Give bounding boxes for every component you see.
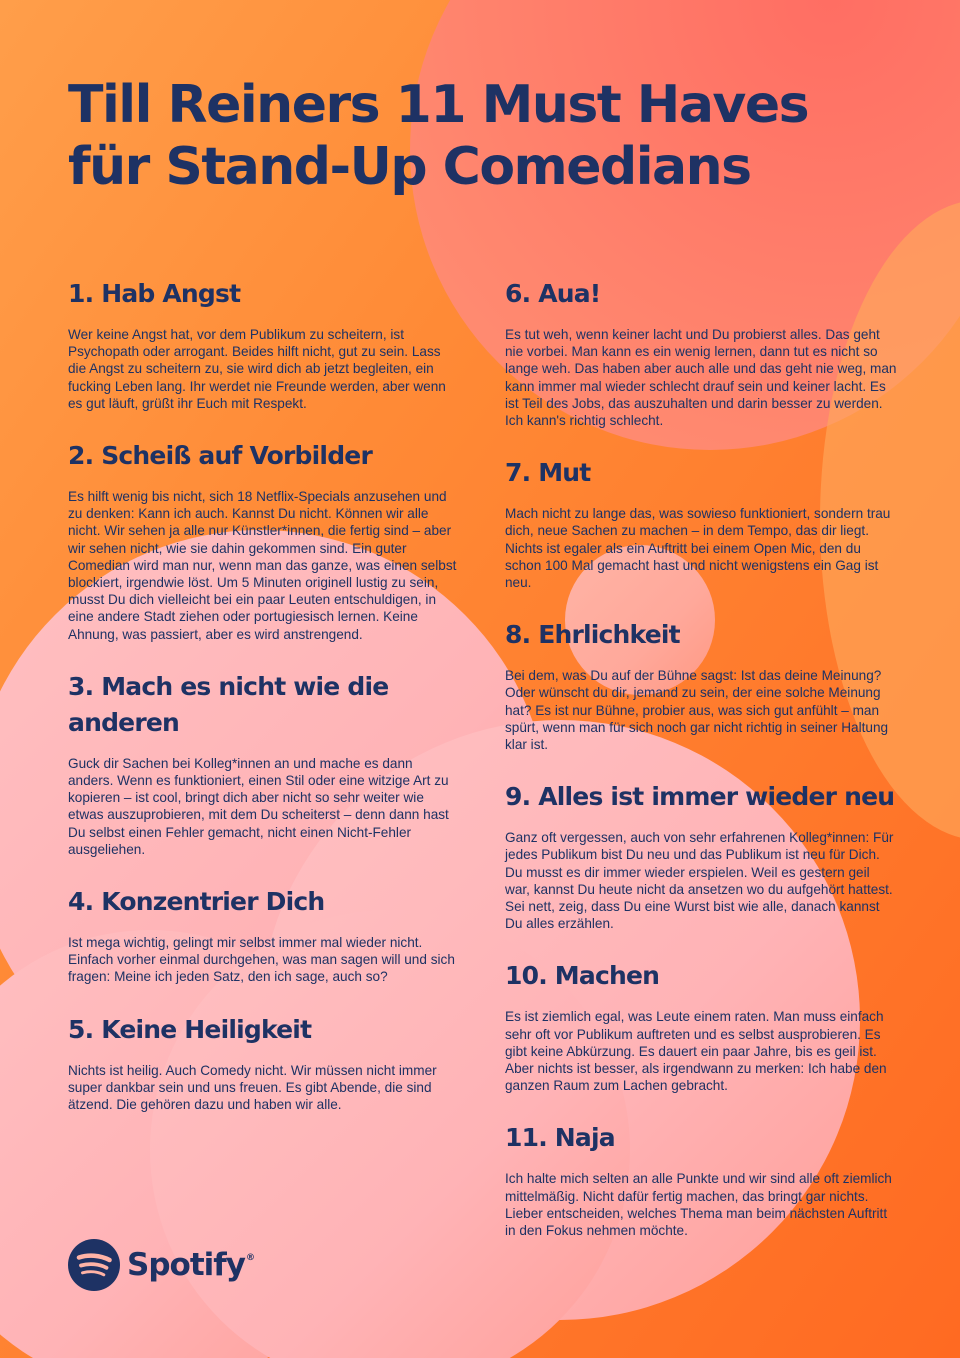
section-body: Bei dem, was Du auf der Bühne sagst: Ist das deine Meinung? Oder wünscht du dir, jemand zu sein, der eine solche Meinung hat? Es ist nur Bühne, probier aus, was sich gut anfühlt – man spürt, wenn man für sich noch gar nicht richtig in seiner Haltung klar ist. [505, 668, 889, 753]
section-heading: 10. Machen [505, 961, 660, 991]
section-body: Wer keine Angst hat, vor dem Publikum zu scheitern, ist Psychopath oder arrogant. Beides hilft nicht, gut zu sein. Lass die Angst zu scheitern zu, sie wird dich ab jetzt begleiten, ein fucking Leben lang. Ihr werdet nie Freunde werden, aber wenn es gut läuft, grüßt ihr Euch mit Respekt. [68, 327, 446, 411]
section-heading: 5. Keine Heiligkeit [68, 1014, 312, 1044]
section-7 [505, 455, 897, 591]
wordmark-text: Spotify [127, 1247, 245, 1283]
section-11 [505, 1120, 897, 1239]
section-heading: 6. Aua! [505, 279, 601, 308]
left-column [68, 276, 460, 1113]
section-3 [68, 669, 460, 858]
section-heading: 7. Mut [505, 458, 591, 488]
spotify-icon [68, 1239, 120, 1291]
title-line-1: Till Reiners 11 Must Haves [68, 75, 809, 135]
right-column [505, 276, 897, 1239]
registered-mark: ® [245, 1253, 254, 1263]
section-heading: 11. Naja [505, 1123, 615, 1153]
section-body: Ganz oft vergessen, auch von sehr erfahrenen Kolleg*innen: Für jedes Publikum bist Du neu und das Publikum ist neu für Dich. Du musst es dir immer wieder erspielen. Weil es gestern geil war, kannst Du heute nicht da ansetzen wo du aufgehört hattest. Sei nett, zeig, dass Du eine Wurst bist wie alle, danach kannst Du alles erzählen. [505, 830, 894, 932]
section-body: Ich halte mich selten an alle Punkte und wir sind alle oft ziemlich mittelmäßig. Nicht dafür fertig machen, das bringt gar nichts. Lieber entscheiden, welches Thema man beim nächsten Auftritt in den Fokus nehmen möchte. [505, 1171, 892, 1239]
section-body: Es ist ziemlich egal, was Leute einem raten. Man muss einfach sehr oft vor Publikum auftreten und es selbst ausprobieren. Es gibt keine Abkürzung. Es dauert ein paar Jahre, bis es geil ist. Aber nichts ist besser, als irgendwann zu merken: Ich habe den ganzen Raum zum Lachen gebracht. [505, 1009, 887, 1094]
section-body: Guck dir Sachen bei Kolleg*innen an und mache es dann anders. Wenn es funktioniert, einen Stil oder eine witzige Art zu kopieren – ist cool, bringt dich aber nicht so sehr weiter wie etwas auszuprobieren, mit dem Du scheiterst – denn dann hast Du selbst einen Fehler gemacht, nicht einen Nicht-Fehler ausgeliehen. [68, 755, 449, 857]
section-10 [505, 958, 897, 1094]
section-4 [68, 884, 460, 986]
spotify-wordmark [127, 1247, 254, 1283]
section-2 [68, 438, 460, 643]
section-body: Ist mega wichtig, gelingt mir selbst immer mal wieder nicht. Einfach vorher einmal durchgehen, was man sagen will und sich fragen: Meine ich jeden Satz, den ich sage, auch so? [68, 935, 455, 985]
section-heading: 4. Konzentrier Dich [68, 887, 325, 917]
section-5 [68, 1012, 460, 1114]
section-heading: 1. Hab Angst [68, 279, 241, 308]
section-heading: 2. Scheiß auf Vorbilder [68, 441, 372, 471]
section-8 [505, 617, 897, 753]
section-heading: 3. Mach es nicht wie die anderen [68, 671, 389, 737]
section-body: Nichts ist heilig. Auch Comedy nicht. Wir müssen nicht immer super dankbar sein und uns freuen. Es gibt Abende, die sind ätzend. Die gehören dazu und haben wir alle. [68, 1062, 437, 1113]
section-9 [505, 779, 897, 932]
section-6 [505, 276, 897, 429]
section-1 [68, 276, 460, 412]
section-heading: 9. Alles ist immer wieder neu [505, 782, 895, 812]
title-line-2: für Stand-Up Comedians [68, 137, 751, 197]
section-body: Es tut weh, wenn keiner lacht und Du probierst alles. Das geht nie vorbei. Man kann es ein wenig lernen, dann tut es nicht so lange weh. Das haben aber auch alle und das geht nie weg, man kann immer mal wieder schlecht drauf sein und keiner lacht. Es ist Teil des Jobs, das auszuhalten und darin besser zu werden. Ich kann's richtig schlecht. [505, 327, 897, 429]
section-heading: 8. Ehrlichkeit [505, 620, 680, 650]
section-body: Mach nicht zu lange das, was sowieso funktioniert, sondern trau dich, neue Sachen zu machen – in dem Tempo, das dir liegt. Nichts ist egaler als ein Auftritt bei einem Open Mic, den du schon 100 Mal gemacht hast und nicht wenigstens ein Gag ist neu. [505, 506, 891, 591]
page-title [68, 74, 928, 198]
spotify-logo[interactable] [68, 1239, 254, 1291]
section-body: Es hilft wenig bis nicht, sich 18 Netflix-Specials anzusehen und zu denken: Kann ich auch. Kannst Du nicht. Können wir alle nicht. Wir sehen ja alle nur Künstler*innen, die fertig sind – aber wir sehen nicht, wie sie dahin gekommen sind. Ein guter Comedian wird man nur, wenn man das ganze, was einen selbst blockiert, irgendwie löst. Um 5 Minuten originell lustig zu sein, musst Du dich vielleicht bei ein paar Leuten entschuldigen, in eine andere Stadt ziehen oder portugiesisch lernen. Keine Ahnung, was passiert, aber es wird anstrengend. [68, 489, 457, 642]
